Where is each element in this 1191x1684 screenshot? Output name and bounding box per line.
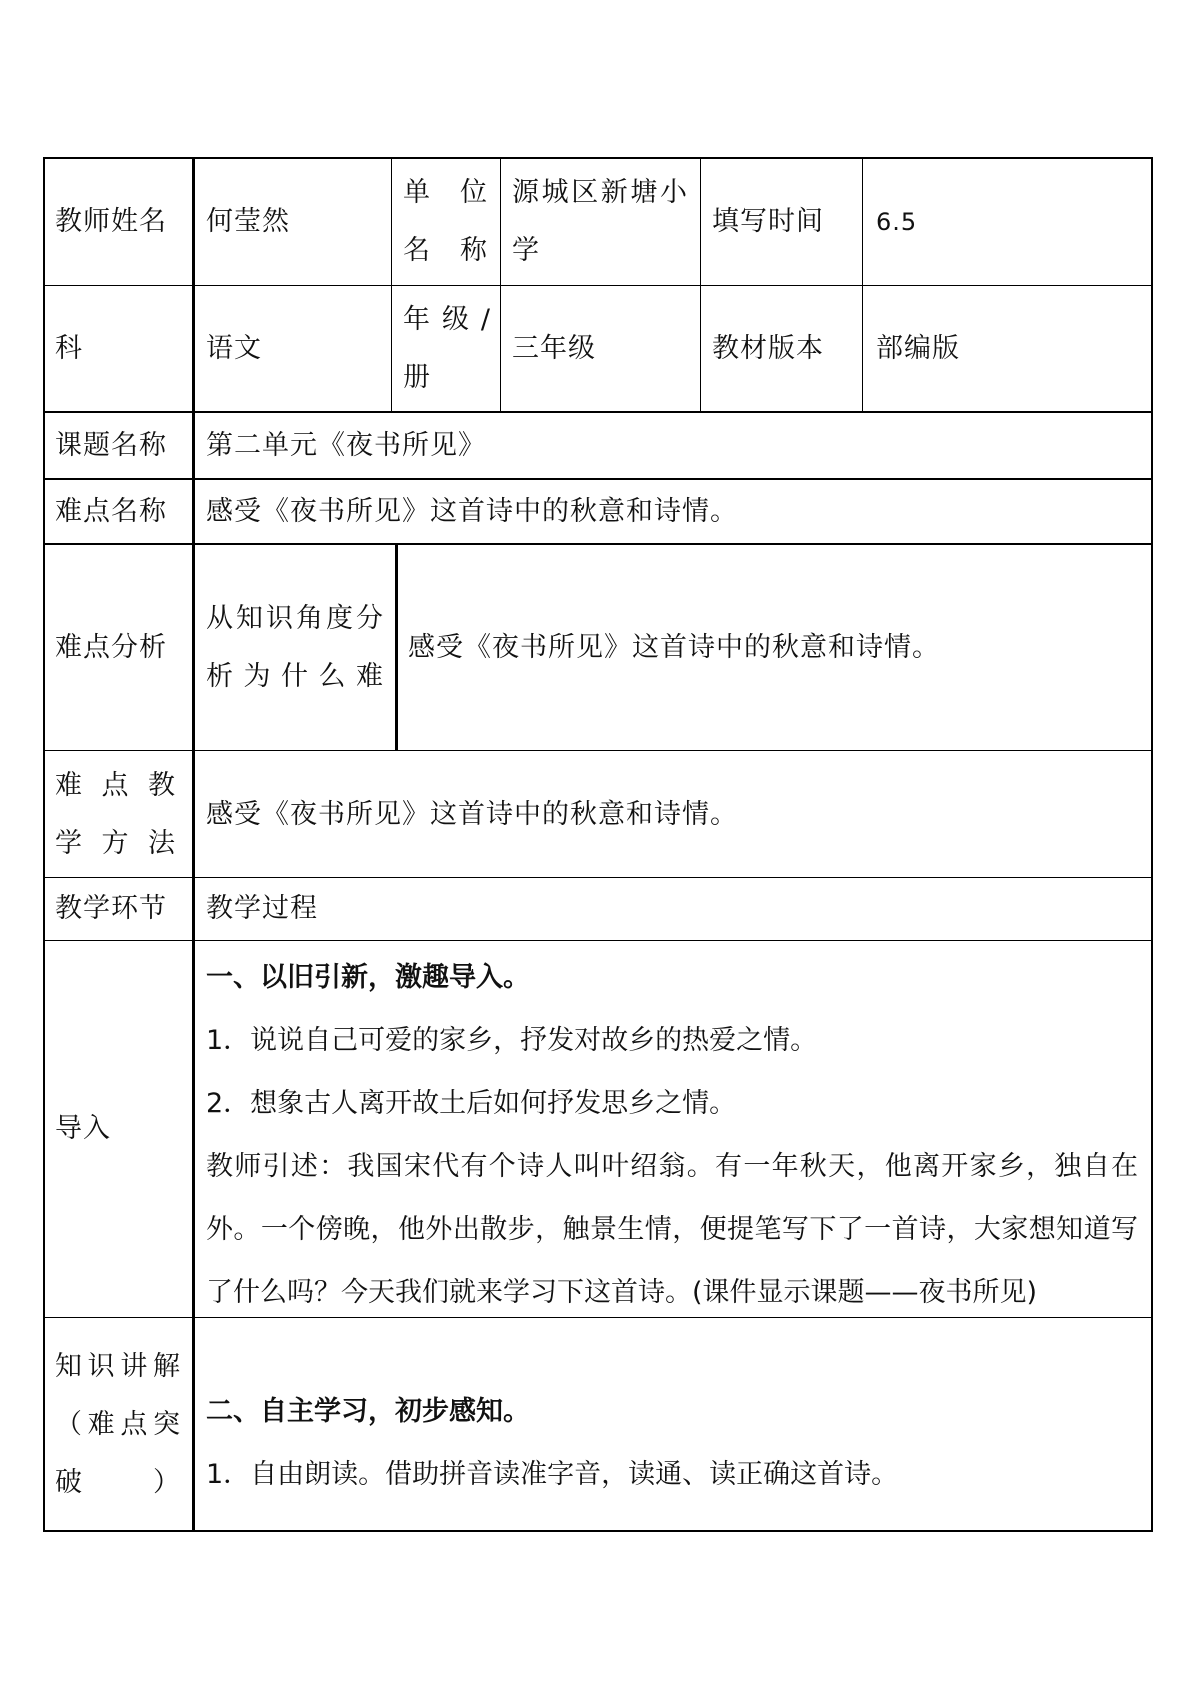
process-header-value: 教学过程 — [206, 893, 318, 924]
knowledge-label-cell — [55, 1319, 185, 1530]
topic-value-cell — [206, 413, 1146, 478]
knowledge-label: 知识讲解（难点突破） — [55, 1350, 181, 1498]
intro-heading: 一、以旧引新，激趣导入。 — [206, 962, 530, 993]
column-divider — [700, 157, 701, 411]
teacher-name-label: 教师姓名 — [55, 206, 167, 237]
process-header-value-cell — [206, 878, 1146, 940]
knowledge-line-1: 1．自由朗读。借助拼音读准字音，读通、读正确这首诗。 — [206, 1459, 899, 1490]
analysis-sub-label: 从知识角度分析为什么难 — [206, 602, 386, 692]
column-divider — [192, 157, 195, 1532]
method-label-cell — [55, 752, 185, 877]
difficulty-value-cell — [206, 480, 1146, 543]
column-divider — [391, 157, 392, 411]
date-label: 填写时间 — [712, 206, 824, 237]
topic-label: 课题名称 — [55, 429, 167, 461]
analysis-value: 感受《夜书所见》这首诗中的秋意和诗情。 — [408, 631, 940, 663]
topic-value: 第二单元《夜书所见》 — [206, 429, 486, 461]
column-divider — [500, 157, 501, 411]
date-label-cell — [712, 159, 857, 285]
column-divider — [862, 157, 863, 411]
row-divider — [43, 750, 1153, 751]
grade-label: 年级/册 — [403, 303, 491, 393]
topic-label-cell — [55, 413, 185, 478]
intro-label-cell — [55, 941, 185, 1317]
intro-content-cell — [206, 946, 1138, 1316]
teacher-name-value-cell — [206, 159, 386, 285]
intro-paragraph: 教师引述：我国宋代有个诗人叫叶绍翁。有一年秋天，他离开家乡，独自在外。一个傍晚，他外出散步，触景生情，便提笔写下了一首诗，大家想知道写了什么吗？今天我们就来学习下这首诗。(课件显示课题——夜书所见) — [206, 1151, 1138, 1308]
teacher-name-label-cell — [55, 159, 185, 285]
grade-value-cell — [512, 286, 692, 411]
analysis-label: 难点分析 — [55, 631, 167, 663]
row-divider — [43, 940, 1153, 941]
edition-value-cell — [876, 286, 1146, 411]
analysis-label-cell — [55, 545, 185, 750]
intro-line-1: 1．说说自己可爱的家乡，抒发对故乡的热爱之情。 — [206, 1025, 818, 1056]
method-value-cell — [206, 752, 1146, 877]
column-divider — [395, 543, 398, 750]
difficulty-value: 感受《夜书所见》这首诗中的秋意和诗情。 — [206, 495, 738, 527]
knowledge-heading: 二、自主学习，初步感知。 — [206, 1396, 530, 1427]
edition-label: 教材版本 — [712, 332, 824, 364]
subject-label-cell — [55, 286, 185, 411]
subject-value: 语文 — [206, 332, 262, 364]
analysis-value-cell — [408, 545, 1146, 750]
subject-value-cell — [206, 286, 386, 411]
subject-label: 科 — [55, 332, 83, 364]
unit-label: 单位名称 — [403, 177, 491, 266]
unit-value-cell — [512, 159, 692, 285]
date-value-cell — [876, 159, 1146, 285]
grade-label-cell — [403, 286, 491, 411]
process-header-label-cell — [55, 878, 185, 940]
difficulty-label-cell — [55, 480, 185, 543]
analysis-sub-label-cell — [206, 545, 388, 750]
method-label: 难点教学方法 — [55, 769, 181, 859]
method-value: 感受《夜书所见》这首诗中的秋意和诗情。 — [206, 798, 738, 830]
teacher-name-value: 何莹然 — [206, 206, 290, 237]
unit-value: 源城区新塘小学 — [512, 177, 688, 266]
unit-label-cell — [403, 159, 491, 285]
knowledge-content-cell — [206, 1380, 1138, 1528]
date-value: 6.5 — [876, 208, 918, 236]
grade-value: 三年级 — [512, 332, 596, 364]
intro-label: 导入 — [55, 1113, 111, 1144]
process-header-label: 教学环节 — [55, 893, 167, 924]
edition-label-cell — [712, 286, 857, 411]
difficulty-label: 难点名称 — [55, 495, 167, 527]
edition-value: 部编版 — [876, 332, 960, 364]
intro-line-2: 2．想象古人离开故土后如何抒发思乡之情。 — [206, 1088, 737, 1119]
